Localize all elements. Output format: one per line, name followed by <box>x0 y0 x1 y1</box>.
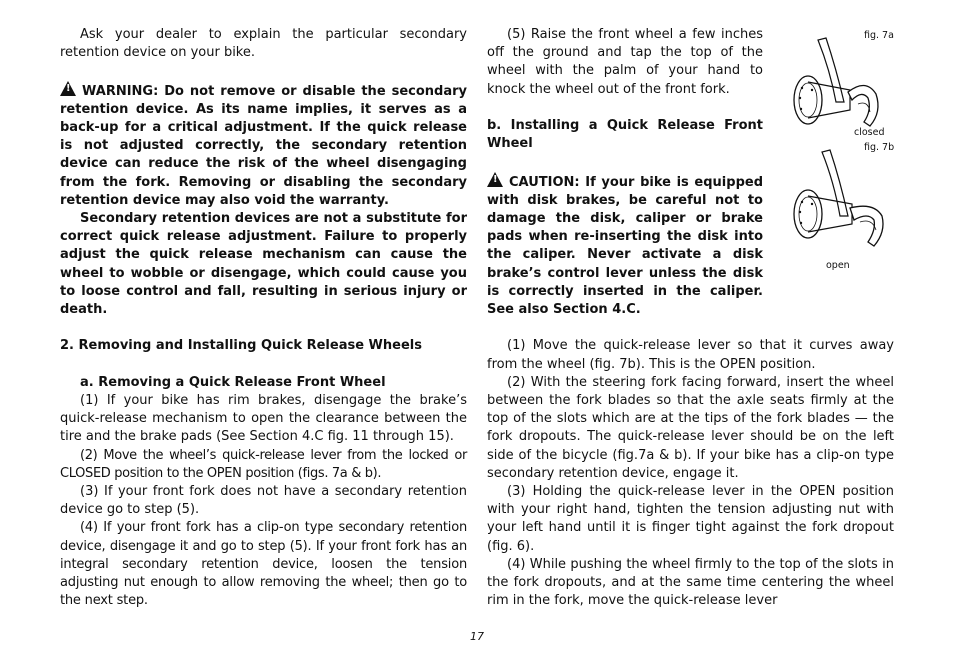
section-heading-2: 2. Removing and Installing Quick Release Wheels <box>60 338 422 354</box>
warning-paragraph-2: Secondary retention devices are not a substitute for correct quick release adjustment. Failure to properly adjust the quick release mechanism can cause the wheel to wobble or disengage, which could cause you to loose control and fall, resulting in serious injury or death. <box>60 211 467 318</box>
remove-step-3: (3) If your front fork does not have a secondary retention device go to step (5). <box>60 484 467 518</box>
install-step-4: (4) While pushing the wheel firmly to the top of the slots in the fork dropouts, and at the same time centering the wheel rim in the fork, move the quick-release lever <box>487 556 894 609</box>
fig-7a-label: fig. 7a <box>864 30 894 41</box>
page-number: 17 <box>470 630 484 643</box>
install-step-2: (2) With the steering fork facing forward, insert the wheel between the fork blades so that the axle seats firmly at the top of the slots which are at the tips of the fork blades — the fork dropouts. The quick-release lever should be on the left side of the bicycle (fig.7a & b). If your bike has a clip-on type secondary retention device, engage it. <box>487 374 894 481</box>
remove-step-2: (2) Move the wheel’s quick-release lever from the locked or CLOSED position to the OPEN position (figs. 7a & b). <box>60 447 467 481</box>
remove-step-5: (5) Raise the front wheel a few inches off the ground and tap the top of the wheel with the palm of your hand to knock the wheel out of the front fork. <box>487 27 763 97</box>
caution-text: CAUTION: If your bike is equipped with disk brakes, be careful not to damage the disk, caliper or brake pads when re-inserting the disk into the caliper. Never activate a disk brake’s control lever unless the disk is correctly inserted in the caliper. See also Section 4.C. <box>487 174 763 318</box>
fig-7a-caption: closed <box>854 127 885 138</box>
figure-7b <box>778 142 898 282</box>
fig-7b-label: fig. 7b <box>864 142 895 153</box>
subheading-a: a. Removing a Quick Release Front Wheel <box>80 374 386 390</box>
install-step-3: (3) Holding the quick-release lever in the OPEN position with your right hand, tighten the tension adjusting nut with your left hand until it is finger tight against the fork dropout (fig. 6). <box>487 484 894 554</box>
figure-7a <box>778 30 898 138</box>
fig-7b-caption: open <box>826 260 850 271</box>
warning-text: WARNING: Do not remove or disable the secondary retention device. As its name implies, it serves as a back-up for a critical adjustment. If the quick release is not adjusted correctly, the secondary retention device can reduce the risk of the wheel disengaging from the fork. Removing or disabling the secondary retention device may also void the warranty. <box>60 83 467 208</box>
left-column <box>60 26 467 610</box>
dealer-paragraph: Ask your dealer to explain the particular secondary retention device on your bike. <box>60 27 467 61</box>
fig-7a-drawing <box>778 30 898 138</box>
remove-step-1: (1) If your bike has rim brakes, disengage the brake’s quick-release mechanism to open the clearance between the tire and the brake pads (See Section 4.C fig. 11 through 15). <box>60 393 467 445</box>
remove-step-4: (4) If your front fork has a clip-on type secondary retention device, disengage it and go to step (5). If your front fork has an integral secondary retention device, loosen the tension adjusting nut enough to allow removing the wheel; then go to the next step. <box>60 520 467 609</box>
caution-paragraph <box>487 172 763 320</box>
warning-icon <box>60 81 76 96</box>
subheading-b: b. Installing a Quick Release Front Wheel <box>487 118 763 152</box>
warning-paragraph <box>60 81 467 210</box>
install-step-1: (1) Move the quick-release lever so that it curves away from the wheel (fig. 7b). This is the OPEN position. <box>487 338 894 372</box>
caution-icon <box>487 172 503 187</box>
